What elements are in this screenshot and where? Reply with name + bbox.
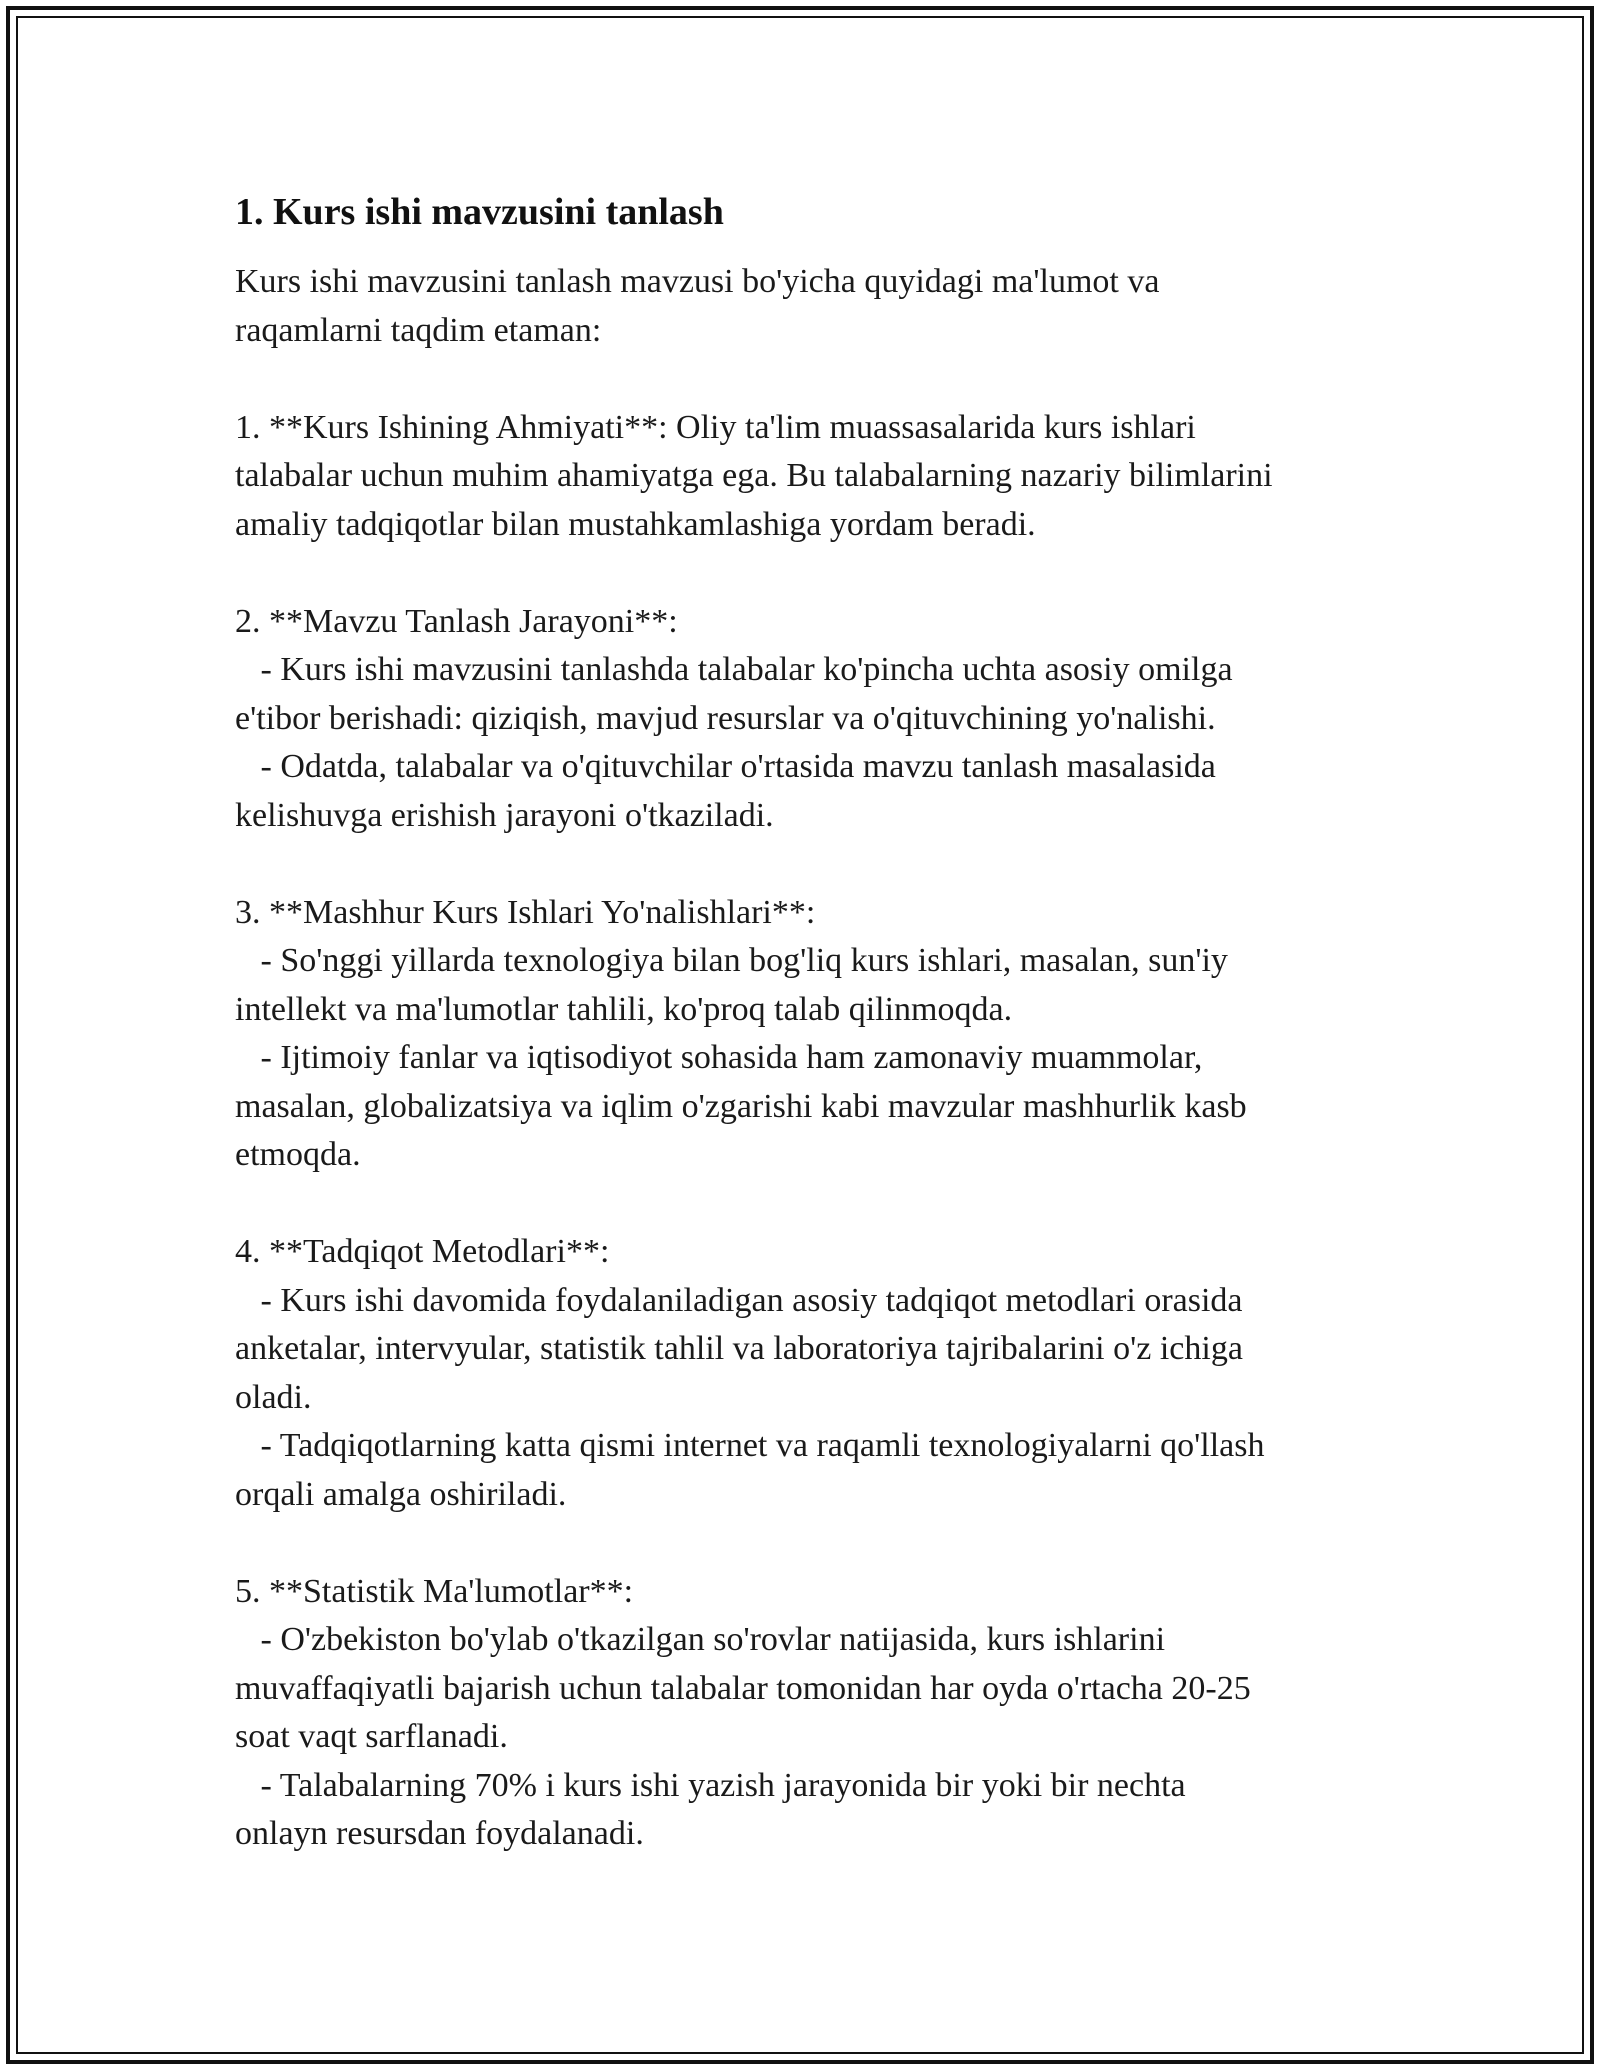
paragraph-spacer xyxy=(235,840,1385,889)
list-item: - So'nggi yillarda texnologiya bilan bog'liq kurs ishlari, masalan, sun'iy intellekt va ma'lumotlar tahlili, ko'proq talab qilinmoqda. xyxy=(235,942,1228,1028)
document-body xyxy=(235,186,1385,1859)
paragraph-spacer xyxy=(235,1180,1385,1229)
paragraph-spacer xyxy=(235,355,1385,404)
section-3 xyxy=(235,889,1385,1180)
section-4 xyxy=(235,1228,1385,1519)
paragraph-spacer xyxy=(235,549,1385,598)
list-item: - Ijtimoiy fanlar va iqtisodiyot sohasida ham zamonaviy muammolar, masalan, globalizatsiya va iqlim o'zgarishi kabi mavzular mashhurlik kasb etmoqda. xyxy=(235,1039,1247,1173)
section-heading: 3. **Mashhur Kurs Ishlari Yo'nalishlari**: xyxy=(235,893,816,931)
list-item: - Kurs ishi mavzusini tanlashda talabalar ko'pincha uchta asosiy omilga e'tibor berishadi: qiziqish, mavjud resurslar va o'qituvchining yo'nalishi. xyxy=(235,651,1233,737)
document-title: 1. Kurs ishi mavzusini tanlash xyxy=(235,191,724,233)
list-item: - Tadqiqotlarning katta qismi internet va raqamli texnologiyalarni qo'llash orqali amalga oshiriladi. xyxy=(235,1427,1265,1513)
section-heading: 4. **Tadqiqot Metodlari**: xyxy=(235,1233,610,1270)
list-item: - Talabalarning 70% i kurs ishi yazish jarayonida bir yoki bir nechta onlayn resursdan foydalanadi. xyxy=(235,1766,1186,1852)
intro-paragraph: Kurs ishi mavzusini tanlash mavzusi bo'yicha quyidagi ma'lumot va raqamlarni taqdim etaman: xyxy=(235,263,1160,349)
list-item: - Odatda, talabalar va o'qituvchilar o'rtasida mavzu tanlash masalasida kelishuvga erishish jarayoni o'tkaziladi. xyxy=(235,748,1216,834)
paragraph-spacer xyxy=(235,1519,1385,1568)
section-heading: 5. **Statistik Ma'lumotlar**: xyxy=(235,1572,634,1610)
section-2 xyxy=(235,598,1385,841)
section-5 xyxy=(235,1568,1385,1859)
list-item: - Kurs ishi davomida foydalaniladigan asosiy tadqiqot metodlari orasida anketalar, intervyular, statistik tahlil va laboratoriya tajribalarini o'z ichiga oladi. xyxy=(235,1281,1243,1416)
section-heading: 1. **Kurs Ishining Ahmiyati**: Oliy ta'lim muassasalarida kurs ishlari talabalar uchun muhim ahamiyatga ega. Bu talabalarning nazariy bilimlarini amaliy tadqiqotlar bilan mustahkamlashiga yordam beradi. xyxy=(235,408,1273,543)
section-1 xyxy=(235,404,1385,550)
list-item: - O'zbekiston bo'ylab o'tkazilgan so'rovlar natijasida, kurs ishlarini muvaffaqiyatli bajarish uchun talabalar tomonidan har oyda o'rtacha 20-25 soat vaqt sarflanadi. xyxy=(235,1621,1251,1755)
section-heading: 2. **Mavzu Tanlash Jarayoni**: xyxy=(235,602,678,640)
